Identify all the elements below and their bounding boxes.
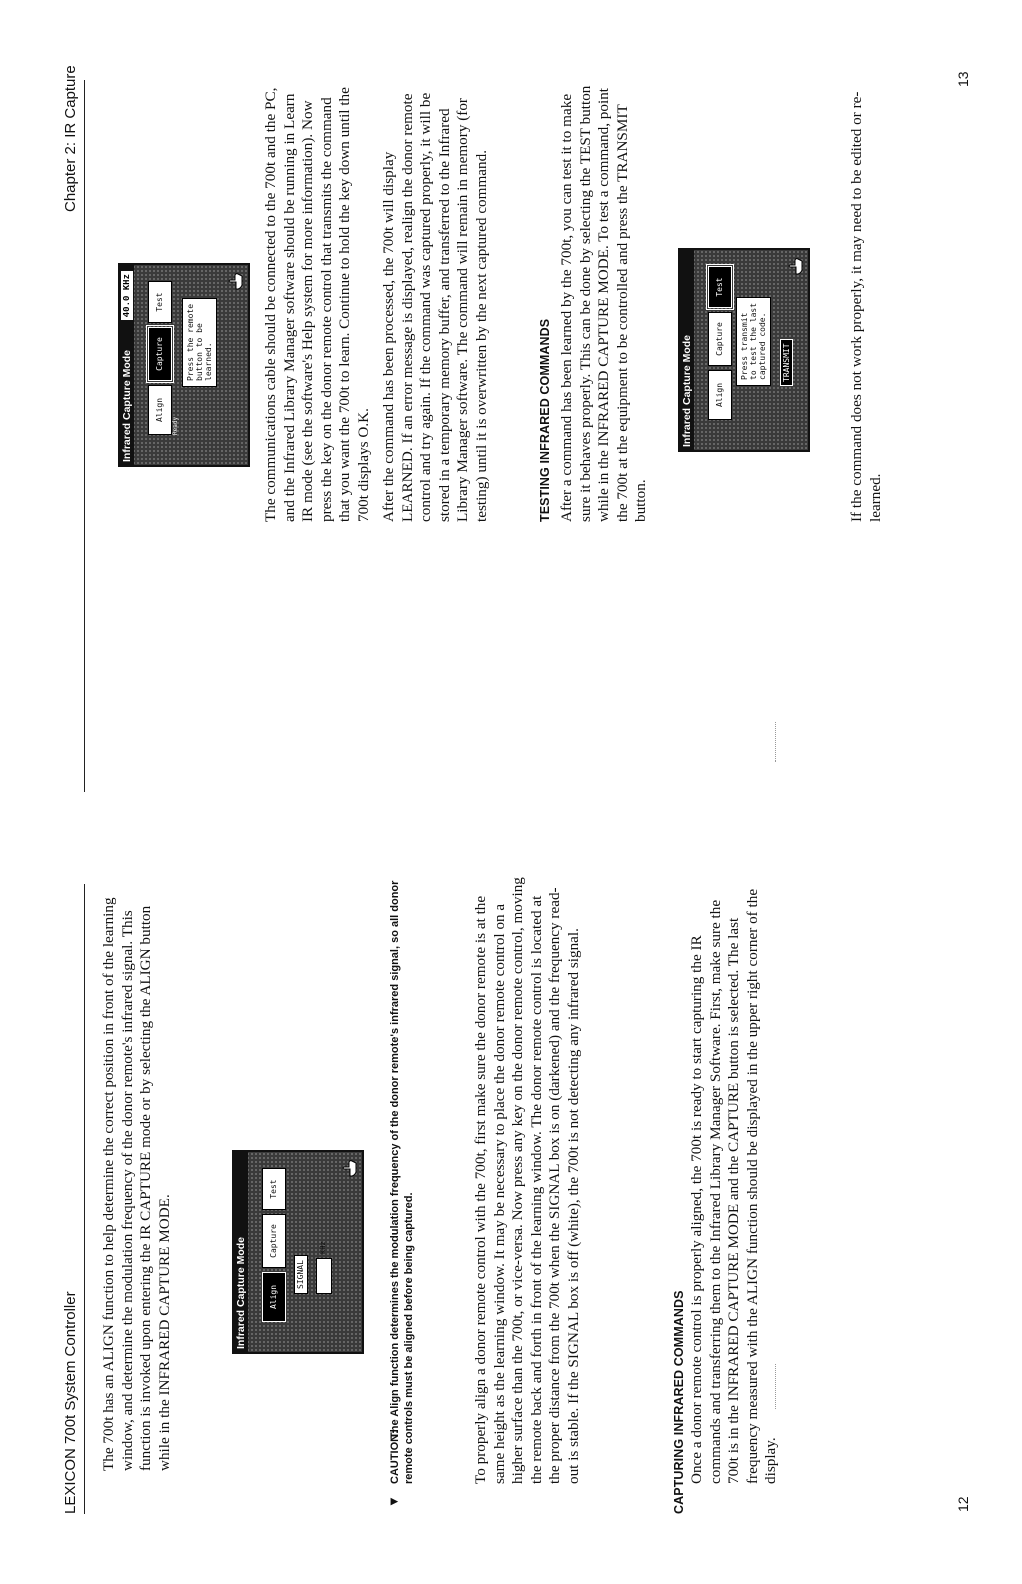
page-number: 12	[955, 1496, 971, 1512]
message-box	[182, 298, 217, 387]
align-button[interactable]: Align	[262, 1272, 286, 1322]
header-rule	[84, 80, 85, 792]
scan-mark	[775, 722, 776, 762]
pointing-hand-icon	[784, 256, 804, 276]
scan-mark	[775, 1364, 776, 1409]
pointing-hand-icon	[224, 271, 244, 291]
align-button[interactable]: Align	[148, 385, 172, 435]
running-header: Chapter 2: IR Capture	[62, 65, 79, 212]
capture-button[interactable]: Capture	[708, 312, 732, 366]
screen-title: Infrared Capture Mode	[680, 250, 694, 450]
running-header: LEXICON 700t System Controller	[62, 1291, 79, 1514]
message-line: button to be	[195, 323, 204, 381]
header-rule	[84, 884, 85, 1514]
frequency-display: 40.0 KHz	[121, 271, 133, 320]
message-line: to test the last	[749, 302, 758, 380]
screen-title	[120, 265, 134, 465]
message-line: Press transmit	[740, 312, 749, 380]
caution-label: CAUTION:	[389, 1430, 401, 1484]
test-button[interactable]: Test	[708, 266, 732, 308]
caution-triangle-icon: ▼	[386, 1495, 401, 1508]
message-line: learned.	[204, 342, 213, 381]
message-box	[736, 297, 771, 386]
test-button[interactable]: Test	[148, 281, 172, 323]
section-heading-capturing: CAPTURING INFRARED COMMANDS	[672, 1290, 686, 1514]
left-page	[0, 792, 1022, 1584]
status-text: Ready	[172, 416, 179, 435]
section-heading-testing: TESTING INFRARED COMMANDS	[538, 318, 552, 522]
screen-capture	[118, 263, 250, 467]
page-number: 13	[955, 71, 971, 87]
frequency-readout	[316, 1258, 332, 1294]
message-line: captured code.	[758, 312, 767, 380]
capture-button[interactable]: Capture	[262, 1214, 286, 1268]
paragraph-capturing: Once a donor remote control is properly aligned, the 700t is ready to start capturing the IR commands and transferring them to the Infrared Library Manager Software. First, make sure the 700t is in the INFRARED CAPTURE MODE and the CAPTURE button is selected. The last frequency measured with the ALIGN function should be displayed in the upper right corner of the display.	[688, 888, 780, 1484]
paragraph-procedure: To properly align a donor remote control with the 700t, first make sure the donor remote is at the same height as the learning window. It may be necessary to place the donor remote control on a higher surface than the 700t, or vice-versa. Now press any key on the donor remote control, moving the remote back and forth in front of the learning window. The donor remote control is located at the proper distance from the 700t when the SIGNAL box is on (darkened) and the frequency read-out is stable. If the SIGNAL box is off (white), the 700t is not detecting any infrared signal.	[472, 877, 582, 1484]
test-button[interactable]: Test	[262, 1168, 286, 1210]
paragraph-after-processing: After the command has been processed, the 700t will display LEARNED. If an error message is displayed, realign the donor remote control and try again. If the command was captured properly, it will be stored in a temporary memory buffer, and transferred to the Infrared Library Manager software. The command will remain in memory (for testing) until it is overwritten by the next captured command.	[380, 92, 490, 522]
capture-button[interactable]: Capture	[148, 327, 172, 381]
screen-test	[678, 248, 810, 452]
caution-text: The Align function determines the modulation frequency of the donor remote's infrared signal, so all donor remote controls must be aligned before being captured.	[389, 880, 415, 1484]
caution-note	[386, 874, 416, 1508]
align-button[interactable]: Align	[708, 370, 732, 420]
pointing-hand-icon	[338, 1158, 358, 1178]
screen-title-text: Infrared Capture Mode	[121, 349, 133, 462]
khz-label: KHz	[319, 1241, 327, 1254]
paragraph-communications: The communications cable should be connected to the 700t and the PC, and the Infrared Library Manager software should be running in Learn IR mode (see the software's Help system for more information). Now press the key on the donor remote control that transmits the command that you want the 700t to learn. Continue to hold the key down until the 700t displays O.K.	[262, 87, 372, 522]
message-line: Press the remote	[186, 303, 195, 381]
signal-box: SIGNAL	[294, 1255, 308, 1294]
transmit-button[interactable]: TRANSMIT	[780, 339, 793, 386]
paragraph-align: The 700t has an ALIGN function to help determine the correct position in front of the learning window, and determine the modulation frequency of the donor remote's infrared signal. This function is invoked upon entering the IR CAPTURE mode or by selecting the ALIGN button while in the INFRARED CAPTURE MODE.	[100, 897, 173, 1471]
screen-align	[232, 1150, 364, 1354]
screen-title: Infrared Capture Mode	[234, 1152, 248, 1352]
paragraph-testing: After a command has been learned by the 700t, you can test it to make sure it behaves properly. This can be done by selecting the TEST button while in the INFRARED CAPTURE MODE. To test a command, point the 700t at the equipment to be controlled and press the TRANSMIT button.	[558, 85, 650, 522]
paragraph-final: If the command does not work properly, it may need to be edited or re-learned.	[848, 91, 884, 522]
